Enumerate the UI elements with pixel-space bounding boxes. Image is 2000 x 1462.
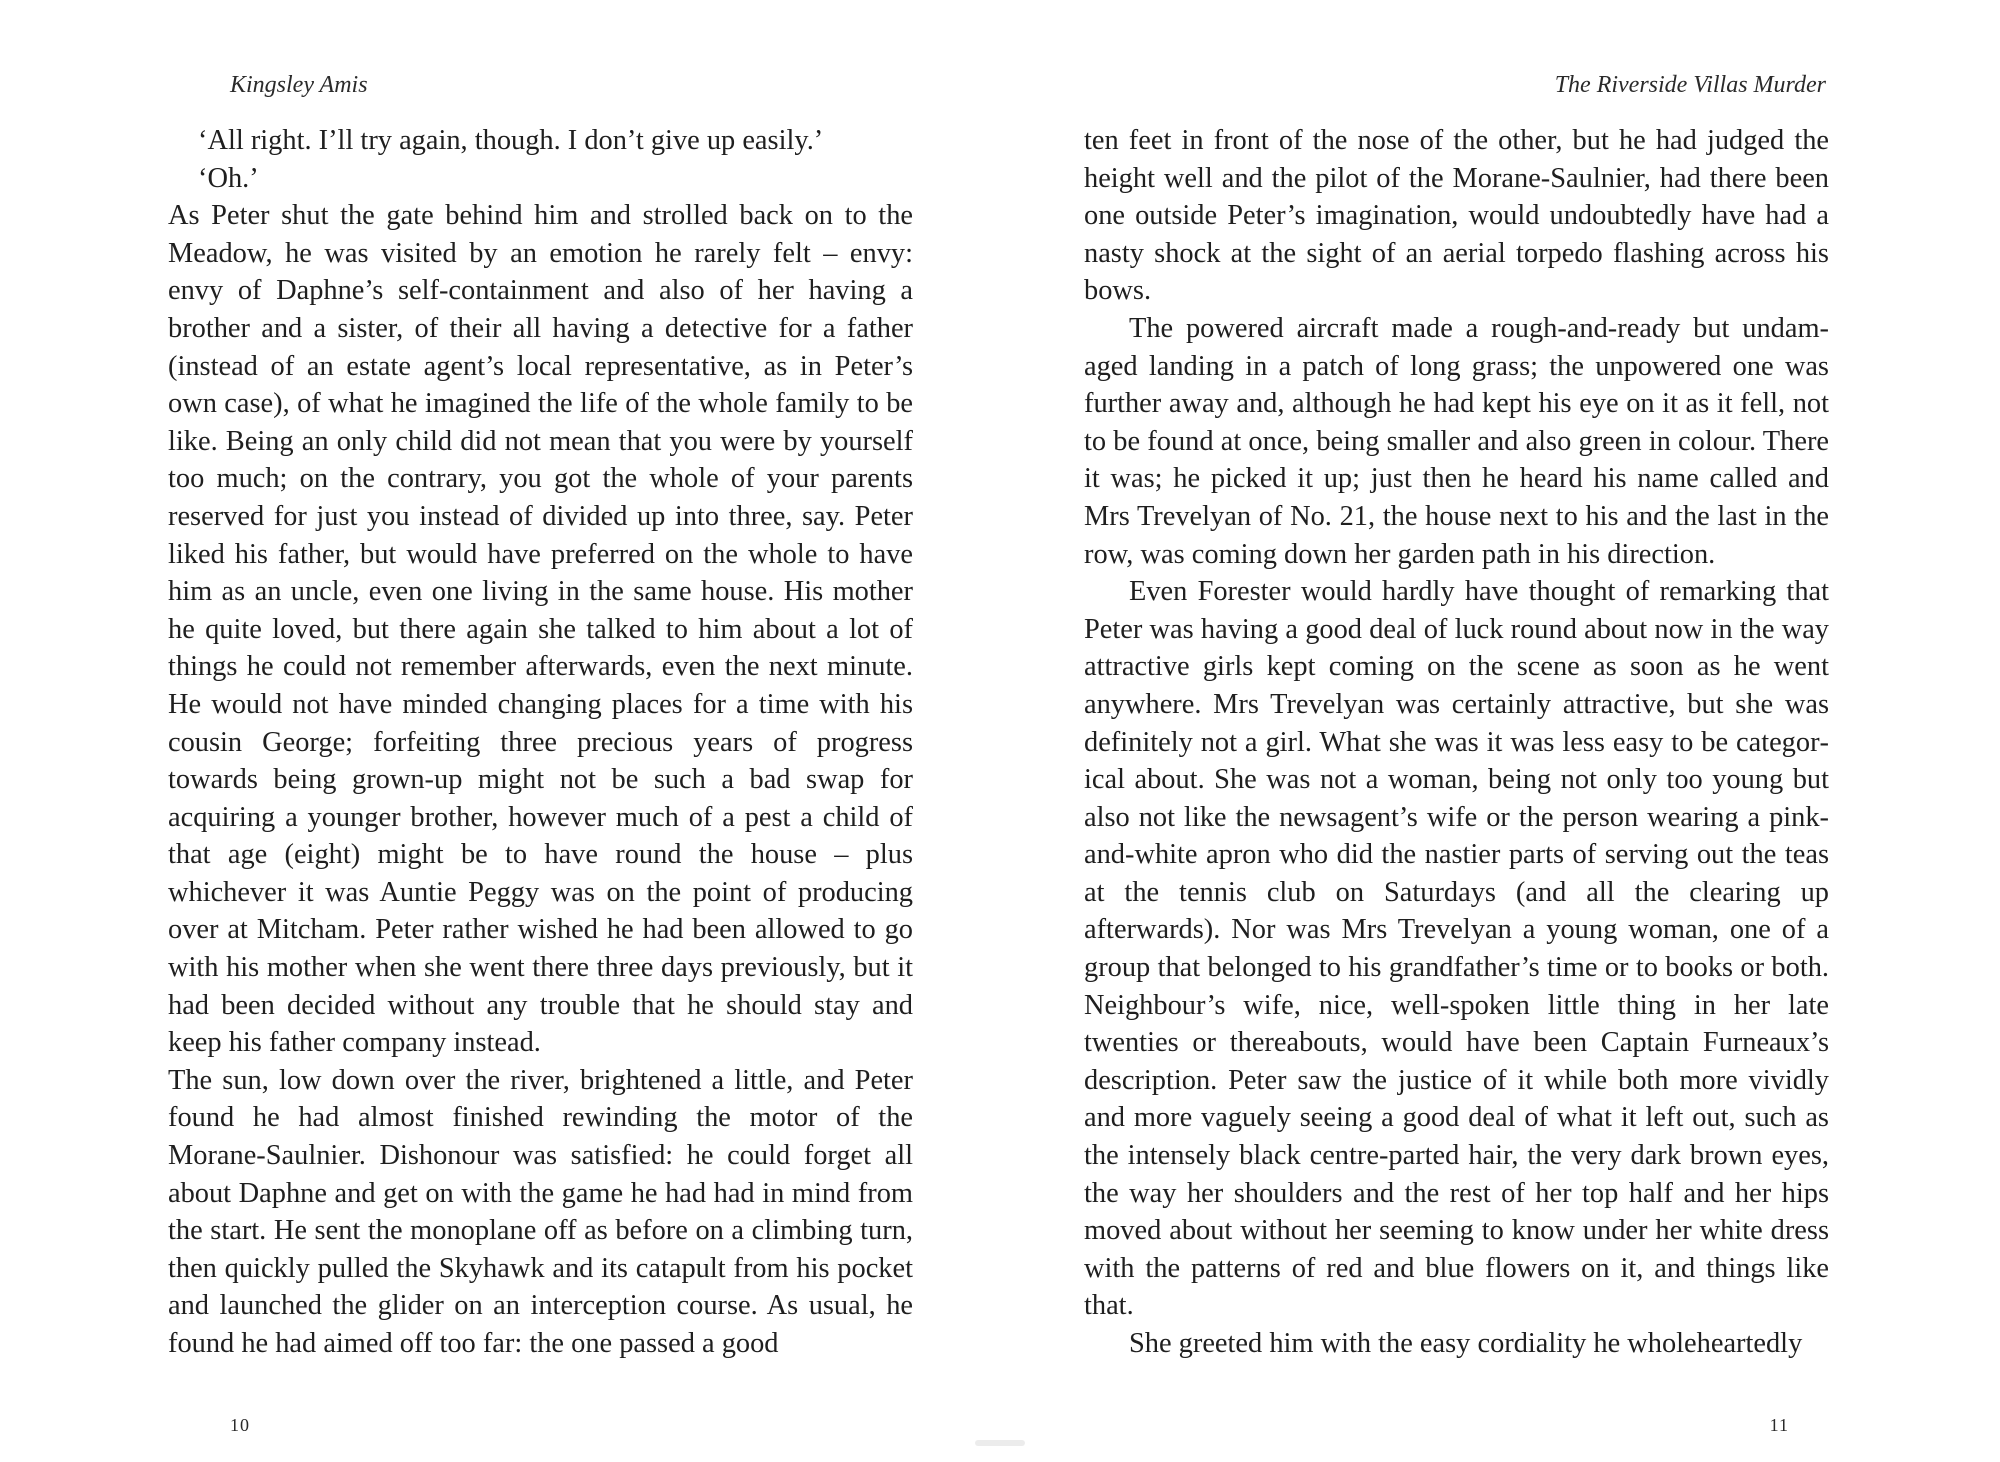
paragraph: ‘Oh.’ [198,162,259,194]
left-page-body [168,122,913,1363]
right-page-body [1084,122,1829,1363]
paragraph: The powered aircraft made a rough-and-ready but undamaged landing in a patch of long grass; the unpowered one was further away and, although he had kept his eye on it as it fell, not to be found at once, being smaller and also green in colour. There it was; he picked it up; just then he heard his name called and Mrs Trevelyan of No. 21, the house next to his and the last in the row, was coming down her garden path in his direction. [1084,312,1829,570]
page-number: 11 [1769,1415,1789,1435]
running-head-author: Kingsley Amis [230,72,368,98]
paragraph: ‘All right. I’ll try again, though. I don’t give up easily.’ [198,125,824,156]
binding-gutter [975,1440,1025,1446]
running-head-title: The Riverside Villas Murder [1554,72,1826,98]
left-page [168,0,913,1462]
paragraph: Even Forester would hardly have thought of remarking that Peter was having a good deal of luck round about now in the way attractive girls kept coming on the scene as soon as he went anywhere. Mrs Trevelyan was certainly attractive, but she was definitely not a girl. What she was it was less easy to be categorical about. She was not a woman, being not only too young but also not like the newsagent’s wife or the person wearing a pink-and-white apron who did the nastier parts of serving out the teas at the tennis club on Saturdays (and all the clearing up afterwards). Nor was Mrs Trevelyan a young woman, one of a group that belonged to his grandfather’s time or to books or both. Neighbour’s wife, nice, well-spoken little thing in her late twenties or thereabouts, would have been Captain Furneaux’s description. Peter saw the justice of it while both more vividly and more vaguely seeing a good deal of what it left out, such as the intensely black centre-parted hair, the very dark brown eyes, the way her shoulders and the rest of her top half and her hips moved about without her seeming to know under her white dress with the patterns of red and blue flowers on it, and things like that. [1084,576,1829,1322]
page-number: 10 [230,1415,250,1435]
paragraph: The sun, low down over the river, brightened a little, and Peter found he had almost finished rewinding the motor of the Morane-Saulnier. Dishonour was satisfied: he could forget all about Daphne and get on with the game he had had in mind from the start. He sent the monoplane off as before on a climbing turn, then quickly pulled the Skyhawk and its catapult from his pocket and launched the glider on an interception course. As usual, he found he had aimed off too far: the one passed a good [168,1064,913,1359]
paragraph: ten feet in front of the nose of the other, but he had judged the height well and the pilot of the Morane-Saulnier, had there been one outside Peter’s imagination, would undoubtedly have had a nasty shock at the sight of an aerial torpedo flashing across his bows. [1084,125,1829,307]
paragraph: She greeted him with the easy cordiality he wholeheartedly [1129,1328,1803,1359]
right-page [1084,0,1829,1462]
paragraph: As Peter shut the gate behind him and strolled back on to the Meadow, he was visited by an emotion he rarely felt – envy: envy of Daphne’s self-containment and also of her having a brother and a sister, of their all having a detective for a father (instead of an estate agent’s local representative, as in Peter’s own case), of what he imagined the life of the whole family to be like. Being an only child did not mean that you were by yourself too much; on the contrary, you got the whole of your parents reserved for just you instead of divided up into three, say. Peter liked his father, but would have preferred on the whole to have him as an uncle, even one living in the same house. His mother he quite loved, but there again she talked to him about a lot of things he could not remember afterwards, even the next minute. He would not have minded changing places for a time with his cousin George; forfeiting three precious years of progress towards being grown-up might not be such a bad swap for acquiring a younger brother, however much of a pest a child of that age (eight) might be to have round the house – plus whichever it was Auntie Peggy was on the point of producing over at Mitcham. Peter rather wished he had been allowed to go with his mother when she went there three days previously, but it had been decided without any trouble that he should stay and keep his father company instead. [168,200,913,1059]
